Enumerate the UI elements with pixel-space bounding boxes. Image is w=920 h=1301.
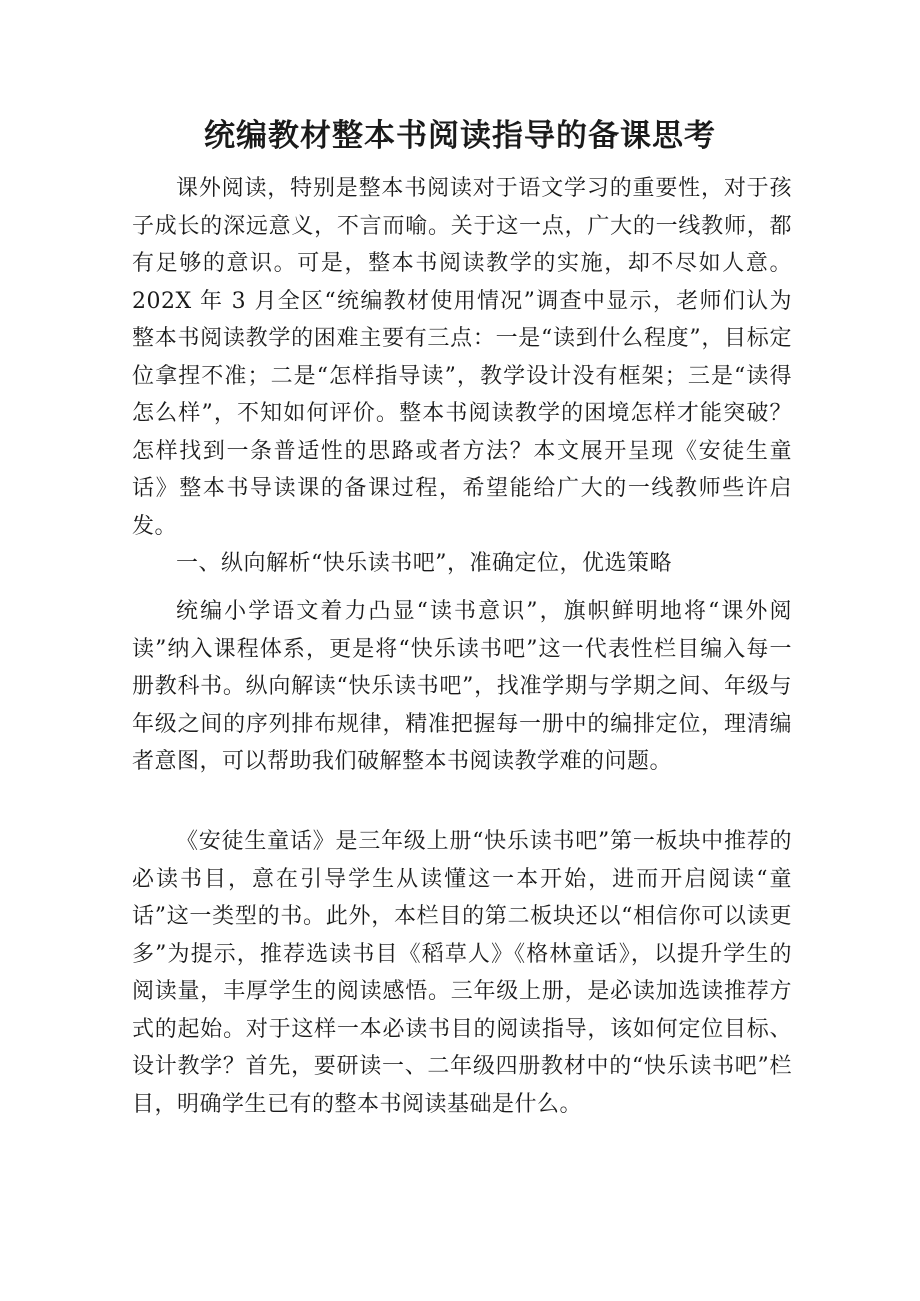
document-title: 统编教材整本书阅读指导的备课思考: [204, 118, 716, 154]
paragraph-section-2: 《安徒生童话》是三年级上册“快乐读书吧”第一板块中推荐的必读书目，意在引导学生从读懂这一本开始，进而开启阅读“童话”这一类型的书。此外，本栏目的第二板块还以“相信你可以读更多”为提示，推荐选读书目《稻草人》《格林童话》，以提升学生的阅读量，丰厚学生的阅读感悟。三年级上册，是必读加选读推荐方式的起始。对于这样一本必读书目的阅读指导，该如何定位目标、设计教学？首先，要研读一、二年级四册教材中的“快乐读书吧”栏目，明确学生已有的整本书阅读基础是什么。: [132, 829, 792, 1117]
paragraph-intro: 课外阅读，特别是整本书阅读对于语文学习的重要性，对于孩子成长的深远意义，不言而喻。关于这一点，广大的一线教师，都有足够的意识。可是，整本书阅读教学的实施，却不尽如人意。202X 年 3 月全区“统编教材使用情况”调查中显示，老师们认为整本书阅读教学的困难主要有三点：一是“读到什么程度”，目标定位拿捏不准；二是“怎样指导读”，教学设计没有框架；三是“读得怎么样”，不知如何评价。整本书阅读教学的困境怎样才能突破？怎样找到一条普适性的思路或者方法？本文展开呈现《安徒生童话》整本书导读课的备课过程，希望能给广大的一线教师些许启发。: [132, 176, 792, 539]
paragraph-section-1: 统编小学语文着力凸显“读书意识”，旗帜鲜明地将“课外阅读”纳入课程体系，更是将“快乐读书吧”这一代表性栏目编入每一册教科书。纵向解读“快乐读书吧”，找准学期与学期之间、年级与年级之间的序列排布规律，精准把握每一册中的编排定位，理清编者意图，可以帮助我们破解整本书阅读教学难的问题。: [132, 599, 792, 774]
section-heading: 一、纵向解析“快乐读书吧”，准确定位，优选策略: [176, 551, 672, 576]
